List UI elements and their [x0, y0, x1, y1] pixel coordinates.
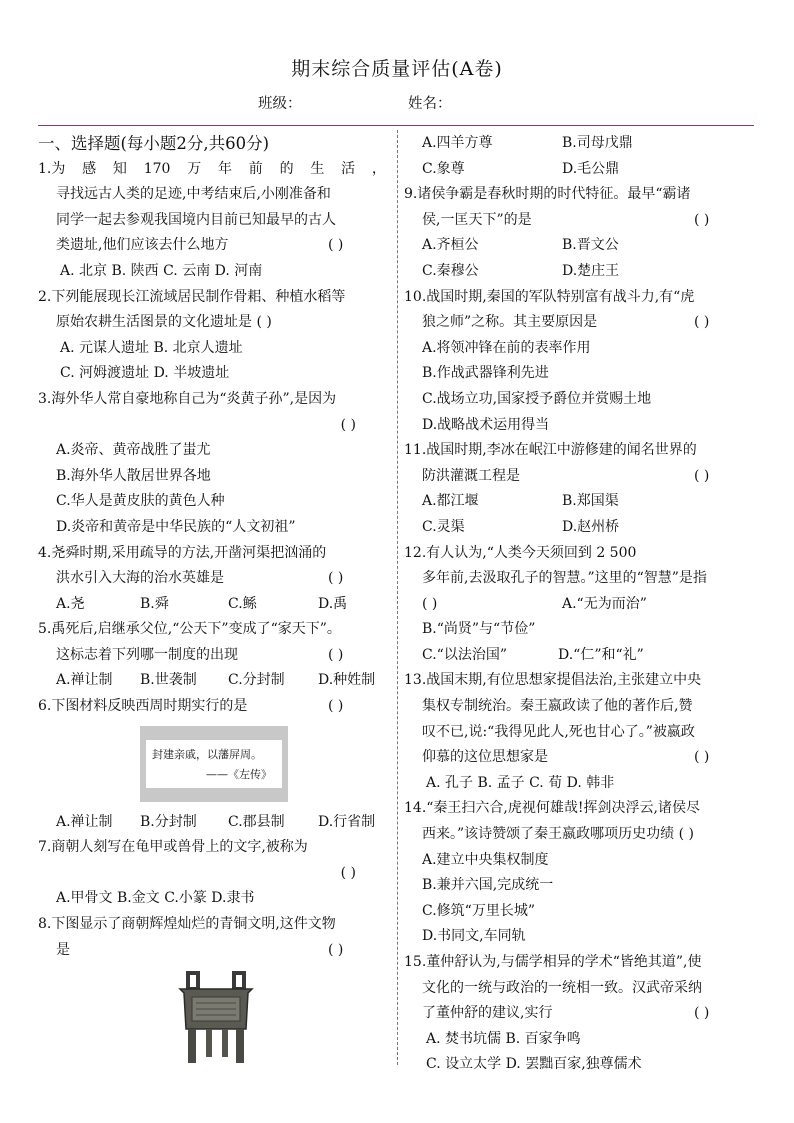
class-label: 班级： [258, 96, 302, 112]
answer-bracket: ( ) [328, 570, 344, 587]
page-title: 期末综合质量评估(A卷) [291, 58, 503, 80]
question-15: 15.董仲舒认为,与儒学相异的学术“皆绝其道”,使 文化的一统与政治的一统相一致。汉武帝采纳 了董仲舒的建议,实行 ( ) A. 焚书坑儒 B. 百家争鸣 C. 设立太学 D. 罢黜百家,独尊儒术 [404, 954, 710, 1073]
question-8: 8.下图显示了商朝辉煌灿烂的青铜文明,这件文物 是 ( ) [38, 912, 390, 1075]
left-column [38, 131, 390, 1075]
question-11: 11.战国时期,李冰在岷江中游修建的闻名世界的 防洪灌溉工程是 ( ) A.都江堰 B.郑国渠 C.灵渠 D.赵州桥 [404, 442, 710, 535]
question-2: 2.下列能展现长江流域居民制作骨耜、种植水稻等 原始农耕生活图景的文化遗址是 ( ) A. 元谋人遗址 B. 北京人遗址 C. 河姆渡遗址 D. 半坡遗址 [38, 288, 346, 382]
q1-options: A. 北京 B. 陕西 C. 云南 D. 河南 [60, 262, 263, 279]
section-heading: 一、选择题(每小题2分,共60分) [38, 134, 270, 153]
header-rule [38, 125, 754, 126]
answer-bracket: ( ) [328, 646, 344, 663]
q1-line4: 类遗址,他们应该去什么地方 ( ) [38, 233, 390, 259]
answer-bracket: ( ) [328, 941, 344, 958]
question-4: 4.尧舜时期,采用疏导的方法,开凿河渠把汹涌的 洪水引入大海的治水英雄是 ( ) A.尧 B.舜 C.鲧 D.禹 [38, 541, 390, 618]
q4-options: A.尧 B.舜 C.鲧 D.禹 [56, 595, 348, 612]
q5-options: A.禅让制 B.世袭制 C.分封制 D.种姓制 [56, 672, 376, 689]
q1-line1: 1.为 感 知 170 万 年 前 的 生 活 ， [38, 160, 386, 177]
question-14: 14.“秦王扫六合,虎视何雄哉!挥剑决浮云,诸侯尽 西来。”该诗赞颂了秦王嬴政哪项历史功绩 ( ) A.建立中央集权制度 B.兼并六国,完成统一 C.修筑“万里长城” D.书同文,车同轨 [404, 800, 700, 945]
column-divider [397, 130, 398, 1065]
answer-bracket: ( ) [694, 211, 710, 228]
question-12: 12.有人认为,“人类今天须回到 2 500 多年前,去汲取孔子的智慧。”这里的“智慧”是指 ( ) A.“无为而治” B.“尚贤”与“节俭” C.“以法治国” D.“仁”和“礼” [404, 544, 707, 663]
answer-bracket: ( ) [694, 314, 710, 331]
bronze-ding-image [176, 969, 256, 1065]
question-7: 7.商朝人刻写在龟甲或兽骨上的文字,被称为 ( ) A.甲骨文 B.金文 C.小篆 D.隶书 [38, 835, 390, 912]
quote-source: ——《左传》 [206, 767, 272, 781]
question-10: 10.战国时期,秦国的军队特别富有战斗力,有“虎 狼之师”之称。其主要原因是 ( ) A.将领冲锋在前的表率作用 B.作战武器锋利先进 C.战场立功,国家授予爵位并赏赐土地 D.战略战术运用得当 [404, 288, 710, 433]
name-row [258, 92, 452, 113]
quote-figure [140, 726, 288, 802]
question-3: 3.海外华人常自豪地称自己为“炎黄子孙”,是因为 ( ) A.炎帝、黄帝战胜了蚩尤 B.海外华人散居世界各地 C.华人是黄皮肤的黄色人种 D.炎帝和黄帝是中华民族的“人文初祖” [38, 387, 390, 541]
question-1: 1.为 感 知 170 万 年 前 的 生 活 ， 寻找远古人类的足迹,中考结束后,小刚准备和 同学一起去参观我国境内目前已知最早的古人 类遗址,他们应该去什么地方 ( ) A. 北京 B. 陕西 C. 云南 D. 河南 [38, 157, 390, 285]
q8-options-2: C.象尊 D.毛公鼎 [422, 160, 620, 177]
answer-bracket: ( ) [694, 467, 710, 484]
answer-bracket: ( ) [694, 1005, 710, 1022]
answer-bracket: ( ) [694, 749, 710, 766]
answer-bracket: ( ) [328, 237, 344, 254]
answer-bracket: ( ) [340, 416, 356, 433]
right-column [404, 131, 756, 1078]
question-5: 5.禹死后,启继承父位,“公天下”变成了“家天下”。 这标志着下列哪一制度的出现 ( ) A.禅让制 B.世袭制 C.分封制 D.种姓制 [38, 617, 390, 694]
q6-options: A.禅让制 B.分封制 C.郡县制 D.行省制 [56, 813, 376, 830]
answer-bracket: ( ) [422, 595, 438, 612]
answer-bracket: ( ) [340, 864, 356, 881]
name-label: 姓名： [408, 96, 452, 112]
answer-bracket: ( ) [328, 698, 344, 715]
question-13: 13.战国末期,有位思想家提倡法治,主张建立中央 集权专制统治。秦王嬴政读了他的著作后,赞 叹不已,说:“我得见此人,死也甘心了。”被嬴政 仰慕的这位思想家是 ( ) A. 孔子 B. 孟子 C. 荀 D. 韩非 [404, 672, 710, 791]
q8-options-1: A.四羊方尊 B.司母戊鼎 [422, 135, 633, 151]
question-6: 6.下图材料反映西周时期实行的是 ( ) 封建亲戚，以藩屏周。 ——《左传》 A.禅让制 B.分封制 C.郡县制 D.行省制 [38, 694, 390, 835]
quote-text: 封建亲戚，以藩屏周。 [152, 747, 262, 761]
question-9: 9.诸侯争霸是春秋时期的时代特征。最早“霸诸 侯,一匡天下”的是 ( ) A.齐桓公 B.晋文公 C.秦穆公 D.楚庄王 [404, 186, 710, 279]
